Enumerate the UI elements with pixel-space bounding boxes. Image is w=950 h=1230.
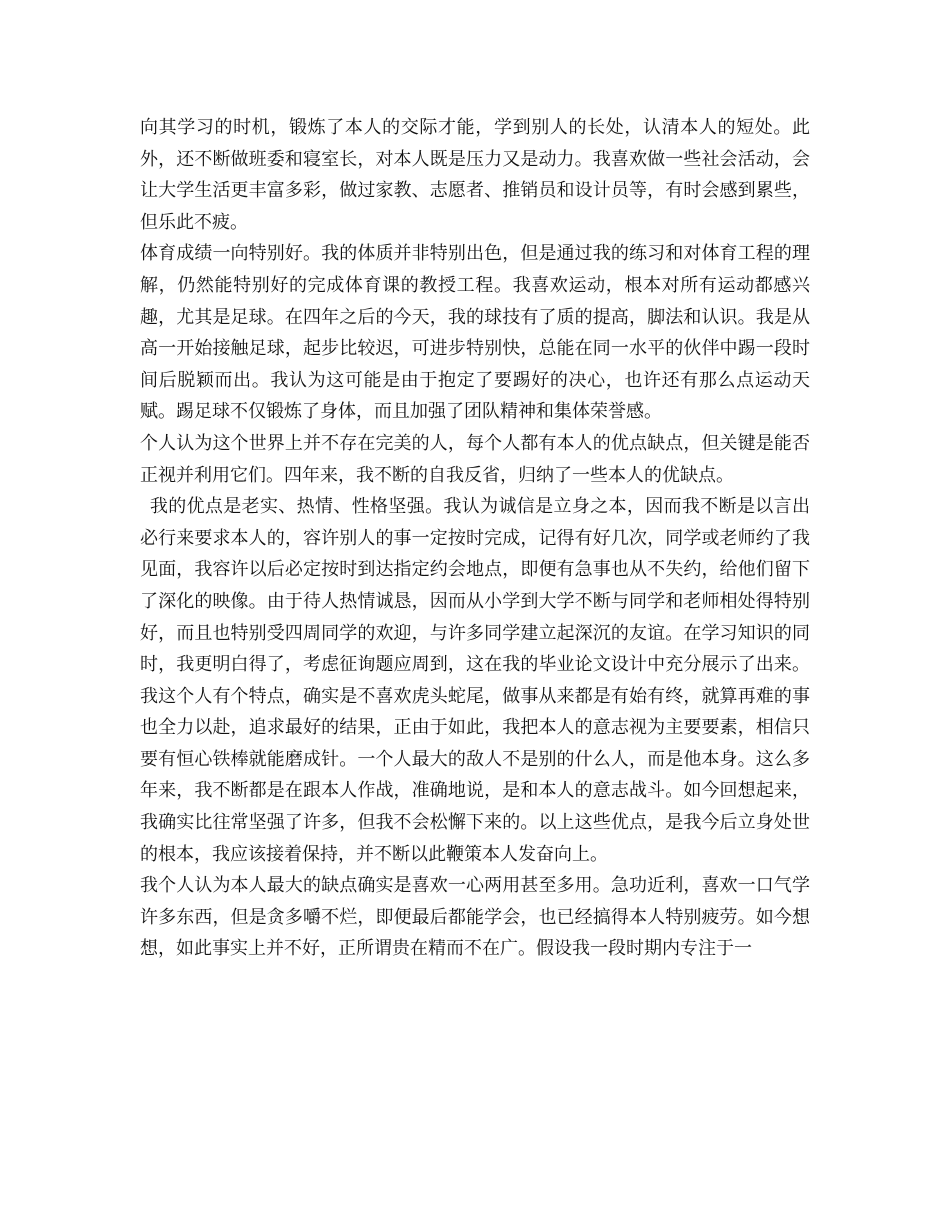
paragraph-strengths: 我的优点是老实、热情、性格坚强。我认为诚信是立身之本，因而我不断是以言出必行来要求本人的，容许别人的事一定按时完成，记得有好几次，同学或老师约了我见面，我容许以后必定按时到达指定约会地点，即便有急事也从不失约，给他们留下了深化的映像。由于待人热情诚恳，因而从小学到大学不断与同学和老师相处得特别好，而且也特别受四周同学的欢迎，与许多同学建立起深沉的友谊。在学习知识的同时，我更明白得了，考虑征询题应周到，这在我的毕业论文设计中充分展示了出来。我这个人有个特点，确实是不喜欢虎头蛇尾，做事从来都是有始有终，就算再难的事也全力以赴，追求最好的结果，正由于如此，我把本人的意志视为主要要素，相信只要有恒心铁棒就能磨成针。一个人最大的敌人不是别的什么人，而是他本身。这么多年来，我不断都是在跟本人作战，准确地说，是和本人的意志战斗。如今回想起来，我确实比往常坚强了许多，但我不会松懈下来的。以上这些优点，是我今后立身处世的根本，我应该接着保持，并不断以此鞭策本人发奋向上。 <box>140 496 810 865</box>
paragraph-sports: 体育成绩一向特别好。我的体质并非特别出色，但是通过我的练习和对体育工程的理解，仍然能特别好的完成体育课的教授工程。我喜欢运动，根本对所有运动都感兴趣，尤其是足球。在四年之后的今天，我的球技有了质的提高，脚法和认识。我是从高一开始接触足球，起步比较迟，可进步特别快，总能在同一水平的伙伴中踢一段时间后脱颖而出。我认为这可能是由于抱定了要踢好的决心，也许还有那么点运动天赋。踢足球不仅锻炼了身体，而且加强了团队精神和集体荣誉感。 <box>140 243 810 423</box>
paragraph-social-activities: 向其学习的时机，锻炼了本人的交际才能，学到别人的长处，认清本人的短处。此外，还不断做班委和寝室长，对本人既是压力又是动力。我喜欢做一些社会活动，会让大学生活更丰富多彩，做过家教、志愿者、推销员和设计员等，有时会感到累些，但乐此不疲。 <box>140 117 810 233</box>
paragraph-weaknesses: 我个人认为本人最大的缺点确实是喜欢一心两用甚至多用。急功近利，喜欢一口气学许多东西，但是贪多嚼不烂，即便最后都能学会，也已经搞得本人特别疲劳。如今想想，如此事实上并不好，正所谓贵在精而不在广。假设我一段时期内专注于一 <box>140 875 810 960</box>
paragraph-self-reflection: 个人认为这个世界上并不存在完美的人，每个人都有本人的优点缺点，但关键是能否正视并利用它们。四年来，我不断的自我反省，归纳了一些本人的优缺点。 <box>140 432 810 486</box>
document-body <box>140 112 810 965</box>
